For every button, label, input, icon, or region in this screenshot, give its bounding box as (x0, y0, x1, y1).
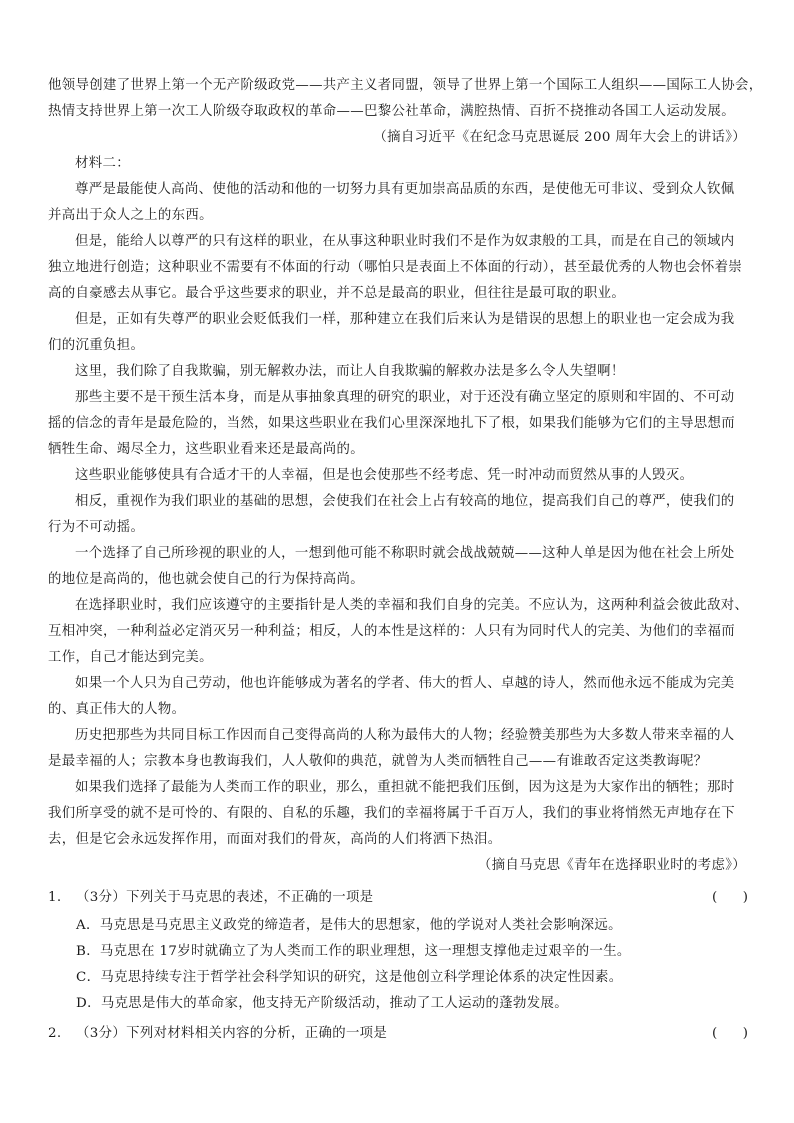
question-1-option-d: D．马克思是伟大的革命家，他支持无产阶级活动，推动了工人运动的蓬勃发展。 (76, 996, 569, 1011)
paragraph-line: 的地位是高尚的，他也就会使自己的行为保持高尚。 (48, 572, 365, 587)
question-1-option-a: A．马克思是马克思主义政党的缔造者，是伟大的思想家，他的学说对人类社会影响深远。 (76, 918, 622, 933)
paragraph-line: 但是，正如有失尊严的职业会贬低我们一样，那种建立在我们后来认为是错误的思想上的职业也一定会成为我 (75, 312, 735, 327)
material1-line: 他领导创建了世界上第一个无产阶级政党——共产主义者同盟，领导了世界上第一个国际工人组织——国际工人协会， (48, 78, 763, 93)
paragraph-line: 牺牲生命、竭尽全力，这些职业看来还是最高尚的。 (48, 442, 365, 457)
paragraph-line: 并高出于众人之上的东西。 (48, 208, 213, 223)
paragraph-line: 历史把那些为共同目标工作因而自己变得高尚的人称为最伟大的人物；经验赞美那些为大多数人带来幸福的人 (75, 728, 735, 743)
paragraph-line: 行为不可动摇。 (48, 520, 145, 535)
question-1-option-b: B．马克思在 17岁时就确立了为人类而工作的职业理想，这一理想支撑他走过艰辛的一生。 (76, 944, 631, 959)
paragraph-line: 我们所享受的就不是可怜的、有限的、自私的乐趣，我们的幸福将属于千百万人，我们的事业将悄然无声地存在下 (48, 806, 736, 821)
question-1-stem: （3分）下列关于马克思的表述，不正确的一项是 (76, 890, 374, 905)
paragraph-line: 那些主要不是干预生活本身，而是从事抽象真理的研究的职业，对于还没有确立坚定的原则和牢固的、不可动 (75, 390, 735, 405)
question-1-option-c: C．马克思持续专注于哲学社会科学知识的研究，这是他创立科学理论体系的决定性因素。 (76, 970, 623, 985)
paragraph-line: 但是，能给人以尊严的只有这样的职业，在从事这种职业时我们不是作为奴隶般的工具，而是在自己的领域内 (75, 234, 735, 249)
question-2-stem: （3分）下列对材料相关内容的分析，正确的一项是 (76, 1026, 388, 1041)
paragraph-line: 独立地进行创造；这种职业不需要有不体面的行动（哪怕只是表面上不体面的行动），甚至最优秀的人物也会怀着崇 (48, 260, 743, 275)
paragraph-line: 互相冲突，一种利益必定消灭另一种利益；相反，人的本性是这样的：人只有为同时代人的完美、为他们的幸福而 (48, 624, 736, 639)
paragraph-line: 工作，自己才能达到完美。 (48, 650, 213, 665)
question-1-answer-blank: ( ) (712, 890, 748, 905)
paragraph-line: 这些职业能够使具有合适才干的人幸福，但是也会使那些不经考虑、凭一时冲动而贸然从事的人毁灭。 (75, 468, 694, 483)
paragraph-line: 这里，我们除了自我欺骗，别无解救办法，而让人自我欺骗的解救办法是多么令人失望啊！ (75, 364, 625, 379)
paragraph-line: 一个选择了自己所珍视的职业的人，一想到他可能不称职时就会战战兢兢——这种人单是因为他在社会上所处 (75, 546, 735, 561)
paragraph-line: 的、真正伟大的人物。 (48, 702, 186, 717)
question-1-number: 1. (48, 890, 62, 905)
material1-source: （摘自习近平《在纪念马克思诞辰 200 周年大会上的讲话》） (373, 130, 746, 145)
paragraph-line: 在选择职业时，我们应该遵守的主要指针是人类的幸福和我们自身的完美。不应认为，这两种利益会彼此敌对、 (75, 598, 749, 613)
material2-heading: 材料二： (75, 156, 130, 171)
question-2-number: 2. (48, 1026, 62, 1041)
paragraph-line: 如果我们选择了最能为人类而工作的职业，那么，重担就不能把我们压倒，因为这是为大家作出的牺牲；那时 (75, 780, 735, 795)
material1-line: 热情支持世界上第一次工人阶级夺取政权的革命——巴黎公社革命，满腔热情、百折不挠推动各国工人运动发展。 (48, 104, 736, 119)
paragraph-line: 是最幸福的人；宗教本身也教诲我们，人人敬仰的典范，就曾为人类而牺牲自己——有谁敢否定这类教诲呢？ (48, 754, 708, 769)
material2-source: （摘自马克思《青年在选择职业时的考虑》） (477, 858, 746, 873)
paragraph-line: 如果一个人只为自己劳动，他也许能够成为著名的学者、伟大的哲人、卓越的诗人，然而他永远不能成为完美 (75, 676, 735, 691)
paragraph-line: 们的沉重负担。 (48, 338, 145, 353)
paragraph-line: 尊严是最能使人高尚、使他的活动和他的一切努力具有更加崇高品质的东西，是使他无可非议、受到众人钦佩 (75, 182, 735, 197)
question-2-answer-blank: ( ) (712, 1026, 748, 1041)
paragraph-line: 摇的信念的青年是最危险的，当然，如果这些职业在我们心里深深地扎下了根，如果我们能够为它们的主导思想而 (48, 416, 736, 431)
paragraph-line: 相反，重视作为我们职业的基础的思想，会使我们在社会上占有较高的地位，提高我们自己的尊严，使我们的 (75, 494, 735, 509)
paragraph-line: 去，但是它会永远发挥作用，而面对我们的骨灰，高尚的人们将洒下热泪。 (48, 832, 502, 847)
paragraph-line: 高的自豪感去从事它。最合乎这些要求的职业，并不总是最高的职业，但往往是最可取的职业。 (48, 286, 626, 301)
